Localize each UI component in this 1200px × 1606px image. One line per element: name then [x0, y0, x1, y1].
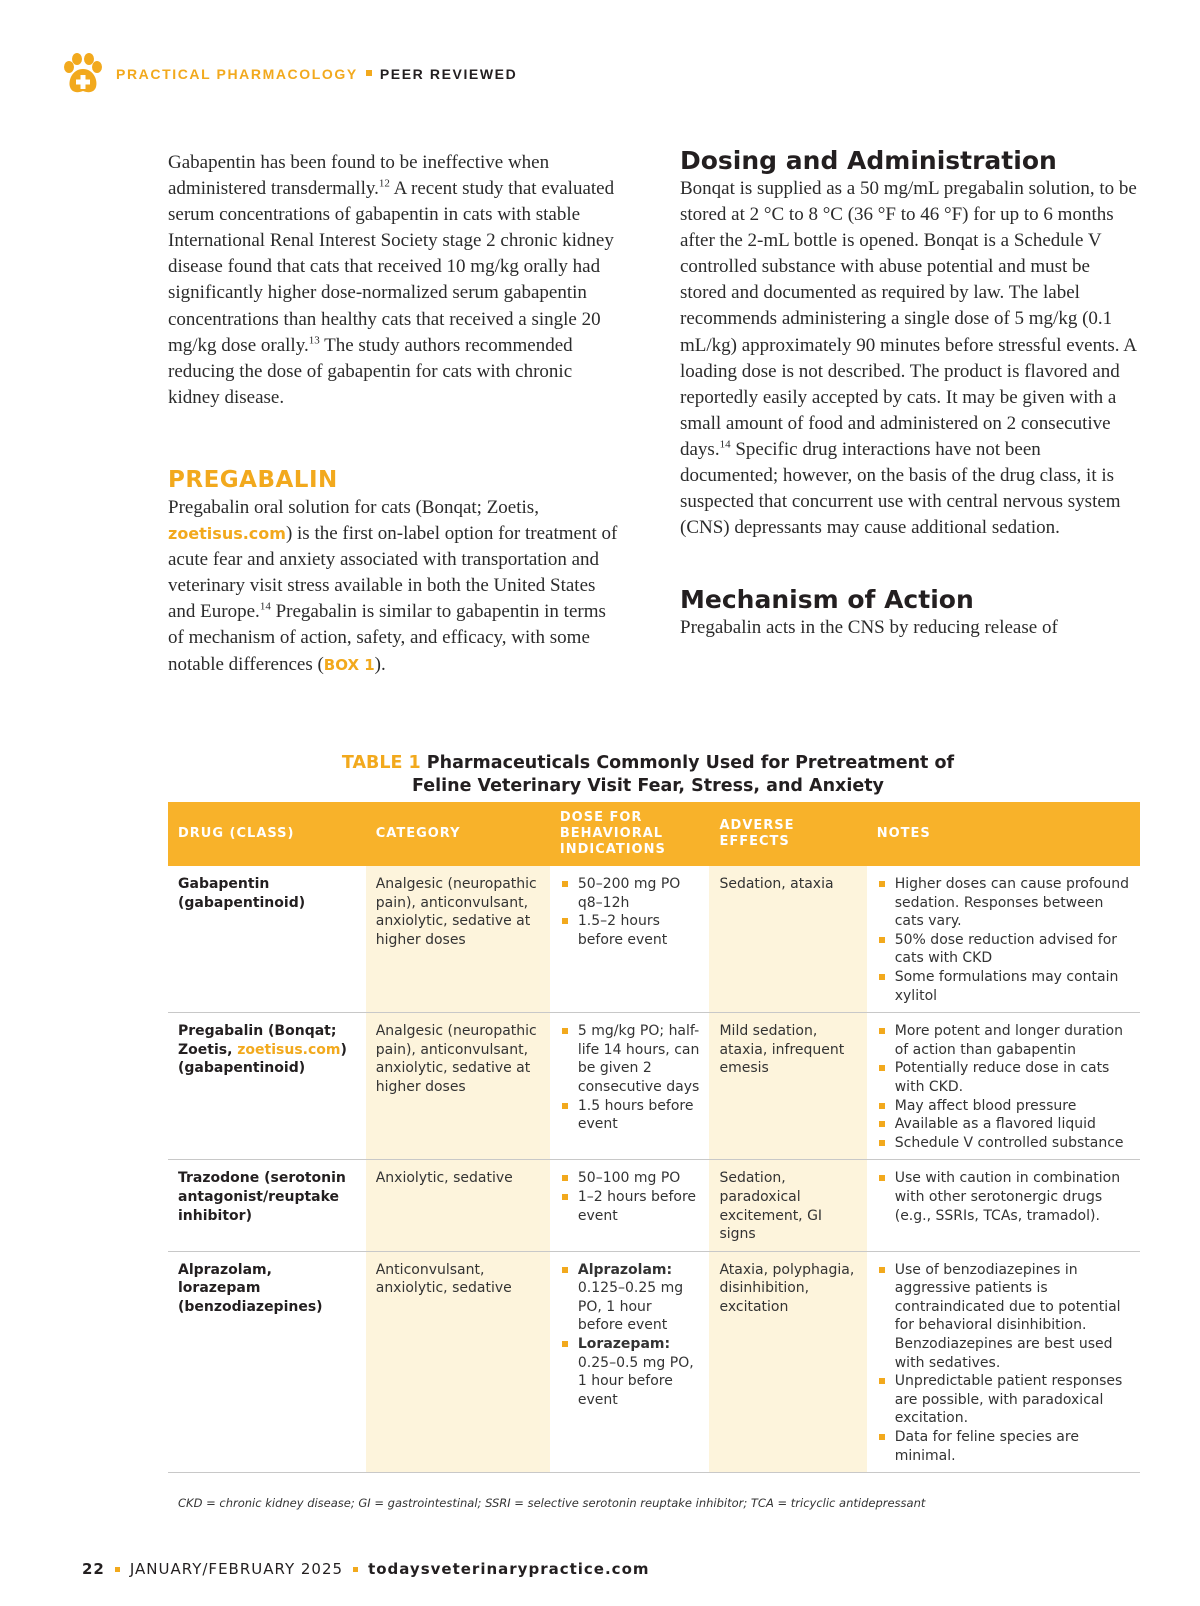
- peer-reviewed-tag: PEER REVIEWED: [379, 66, 518, 82]
- note-item: Some formulations may contain xylitol: [877, 968, 1130, 1005]
- note-item: Use of benzodiazepines in aggressive patients is contraindicated due to potential for behavioral disinhibition. Benzodiazepines are best used with sedatives.: [877, 1261, 1130, 1373]
- drug-cell: Alprazolam, lorazepam (benzodiazepines): [168, 1251, 366, 1473]
- mechanism-heading: Mechanism of Action: [680, 585, 974, 615]
- col-header-adverse: ADVERSE EFFECTS: [709, 802, 866, 866]
- dose-item: Lorazepam: 0.25–0.5 mg PO, 1 hour before event: [560, 1335, 700, 1409]
- pharmaceuticals-table: [168, 802, 1140, 1473]
- table-row: [168, 1160, 1140, 1251]
- gabapentin-paragraph: Gabapentin has been found to be ineffective when administered transdermally.$^{12}$ A recent study that evaluated serum concentrations of gabapentin in cats with stable International Renal Interest Society stage 2 chronic kidney disease found that cats that received 10 mg/kg orally had significantly higher dose-normalized serum gabapentin concentrations than healthy cats that received a single 20 mg/kg dose orally.$^{13}$ The study authors recommended reducing the dose of gabapentin for cats with chronic kidney disease.: [168, 152, 615, 408]
- notes-cell: [867, 1160, 1140, 1251]
- dose-item: 50–100 mg PO: [560, 1169, 700, 1188]
- zoetis-table-link[interactable]: zoetisus.com: [237, 1041, 341, 1058]
- website-link[interactable]: todaysveterinarypractice.com: [368, 1560, 650, 1578]
- page-number: 22: [82, 1560, 105, 1578]
- pregabalin-heading: PREGABALIN: [168, 466, 338, 493]
- dose-item: 1.5–2 hours before event: [560, 912, 700, 949]
- separator-dot: [366, 70, 372, 76]
- table-title-line1: Pharmaceuticals Commonly Used for Pretreatment of: [426, 753, 955, 773]
- col-header-notes: NOTES: [867, 802, 1140, 866]
- note-item: 50% dose reduction advised for cats with CKD: [877, 931, 1130, 968]
- note-item: May affect blood pressure: [877, 1097, 1130, 1116]
- col-header-category: CATEGORY: [366, 802, 550, 866]
- pregabalin-paragraph: Pregabalin oral solution for cats (Bonqat; Zoetis, zoetisus.com) is the first on-label option for treatment of acute fear and anxiety associated with transportation and veterinary visit stress available in both the United States and Europe.$^{14}$ Pregabalin is similar to gabapentin in terms of mechanism of action, safety, and efficacy, with some notable differences (BOX 1).: [168, 496, 618, 675]
- dosing-heading: Dosing and Administration: [680, 146, 1057, 175]
- note-item: More potent and longer duration of action than gabapentin: [877, 1022, 1130, 1059]
- drug-cell: Gabapentin (gabapentinoid): [168, 866, 366, 1013]
- box-1-reference[interactable]: BOX 1: [323, 655, 375, 674]
- mechanism-paragraph: Pregabalin acts in the CNS by reducing release of: [680, 617, 1058, 639]
- left-column: [168, 150, 623, 678]
- note-item: Available as a flavored liquid: [877, 1115, 1130, 1134]
- dose-cell: [550, 1013, 710, 1160]
- table-row: [168, 1251, 1140, 1473]
- drug-cell: Pregabalin (Bonqat; Zoetis, zoetisus.com) (gabapentinoid): [168, 1013, 366, 1160]
- separator-dot: [353, 1567, 358, 1572]
- adverse-cell: Sedation, ataxia: [709, 866, 866, 1013]
- section-name: PRACTICAL PHARMACOLOGY: [116, 66, 358, 82]
- dose-item: 5 mg/kg PO; half-life 14 hours, can be given 2 consecutive days: [560, 1022, 700, 1096]
- category-cell: Anticonvulsant, anxiolytic, sedative: [366, 1251, 550, 1473]
- col-header-drug: DRUG (CLASS): [168, 802, 366, 866]
- table-caption: [168, 752, 1128, 798]
- table-row: [168, 1013, 1140, 1160]
- notes-cell: [867, 1251, 1140, 1473]
- note-item: Higher doses can cause profound sedation. Responses between cats vary.: [877, 875, 1130, 931]
- issue-date: JANUARY/FEBRUARY 2025: [129, 1560, 344, 1578]
- note-item: Use with caution in combination with other serotonergic drugs (e.g., SSRIs, TCAs, tramadol).: [877, 1169, 1130, 1225]
- category-cell: Analgesic (neuropathic pain), anticonvulsant, anxiolytic, sedative at higher doses: [366, 866, 550, 1013]
- table-title-line2: Feline Veterinary Visit Fear, Stress, and Anxiety: [412, 776, 884, 796]
- drug-cell: Trazodone (serotonin antagonist/reuptake inhibitor): [168, 1160, 366, 1251]
- dose-cell: [550, 1251, 710, 1473]
- table-header-row: [168, 802, 1140, 866]
- paw-plus-icon: [60, 51, 106, 97]
- dose-cell: [550, 866, 710, 1013]
- notes-cell: [867, 866, 1140, 1013]
- dose-item: Alprazolam: 0.125–0.25 mg PO, 1 hour before event: [560, 1261, 700, 1335]
- dose-cell: [550, 1160, 710, 1251]
- table-footnote: CKD = chronic kidney disease; GI = gastrointestinal; SSRI = selective serotonin reuptake inhibitor; TCA = tricyclic antidepressant: [178, 1496, 926, 1510]
- category-cell: Analgesic (neuropathic pain), anticonvulsant, anxiolytic, sedative at higher doses: [366, 1013, 550, 1160]
- table-row: [168, 866, 1140, 1013]
- category-cell: Anxiolytic, sedative: [366, 1160, 550, 1251]
- adverse-cell: Ataxia, polyphagia, disinhibition, excitation: [709, 1251, 866, 1473]
- separator-dot: [115, 1567, 120, 1572]
- dose-item: 1.5 hours before event: [560, 1097, 700, 1134]
- notes-cell: [867, 1013, 1140, 1160]
- dose-item: 50–200 mg PO q8–12h: [560, 875, 700, 912]
- right-column: [680, 146, 1140, 641]
- table-label: TABLE 1: [341, 753, 421, 773]
- adverse-cell: Sedation, paradoxical excitement, GI signs: [709, 1160, 866, 1251]
- note-item: Unpredictable patient responses are possible, with paradoxical excitation.: [877, 1372, 1130, 1428]
- note-item: Schedule V controlled substance: [877, 1134, 1130, 1153]
- page-footer: [82, 1560, 650, 1578]
- col-header-dose: DOSE FOR BEHAVIORAL INDICATIONS: [550, 802, 710, 866]
- dose-item: 1–2 hours before event: [560, 1188, 700, 1225]
- page-header: [60, 52, 517, 96]
- adverse-cell: Mild sedation, ataxia, infrequent emesis: [709, 1013, 866, 1160]
- note-item: Data for feline species are minimal.: [877, 1428, 1130, 1465]
- note-item: Potentially reduce dose in cats with CKD.: [877, 1059, 1130, 1096]
- dosing-paragraph: Bonqat is supplied as a 50 mg/mL pregabalin solution, to be stored at 2 °C to 8 °C (36 °F to 46 °F) for up to 6 months after the 2-mL bottle is opened. Bonqat is a Schedule V controlled substance with abuse potential and must be stored and documented as required by law. The label recommends administering a single dose of 5 mg/kg (0.1 mL/kg) approximately 90 minutes before stressful events. A loading dose is not described. The product is flavored and reportedly easily accepted by cats. It may be given with a small amount of food and administered on 2 consecutive days.$^{14}$ Specific drug interactions have not been documented; however, on the basis of the drug class, it is suspected that concurrent use with central nervous system (CNS) depressants may cause additional sedation.: [680, 178, 1137, 539]
- zoetis-link[interactable]: zoetisus.com: [168, 524, 286, 544]
